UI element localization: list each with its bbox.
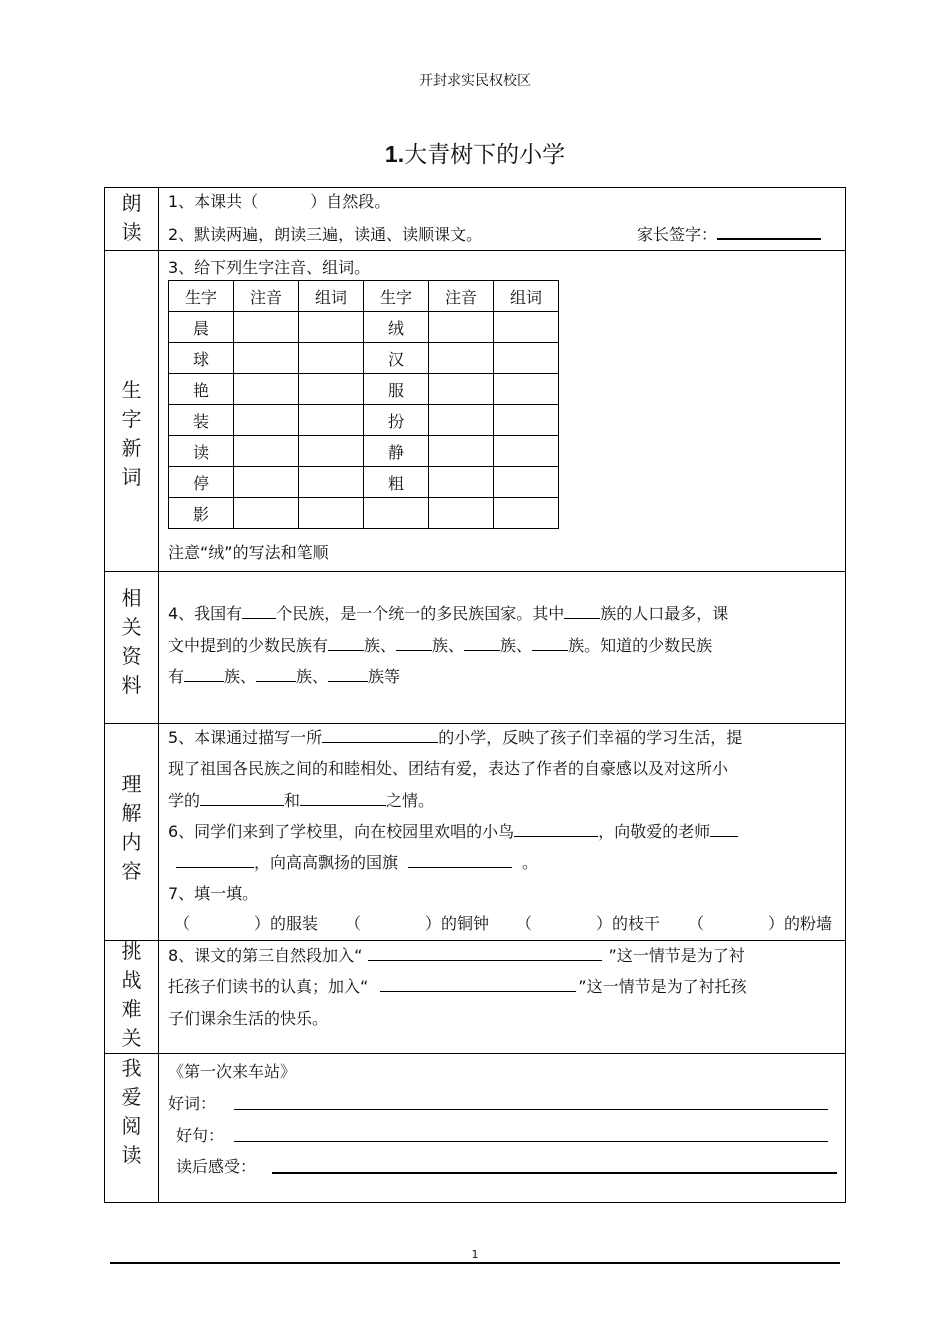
good-sentences-label: 好句：: [176, 1126, 225, 1145]
char-cell: 停: [169, 467, 234, 498]
section-label-understanding: 理 解 内 容: [121, 772, 142, 883]
table-header: 注音: [234, 281, 299, 312]
char-cell: 晨: [169, 312, 234, 343]
parent-signature[interactable]: 家长签字：: [637, 222, 821, 245]
table-row: [169, 312, 559, 343]
word-cell[interactable]: [494, 312, 559, 343]
table-row: [169, 343, 559, 374]
question-2: 2、默读两遍，朗读三遍，读通、读顺课文。: [168, 225, 483, 244]
question-4-line-2: 文中提到的少数民族有 族、 族、 族、 族。知道的少数民族: [168, 636, 713, 655]
pinyin-cell[interactable]: [429, 405, 494, 436]
section-label-materials: 相 关 资 料: [121, 586, 142, 697]
word-cell[interactable]: [299, 498, 364, 529]
word-cell[interactable]: [494, 374, 559, 405]
section-label-reading-love: 我 爱 阅 读: [121, 1056, 142, 1167]
char-cell: 装: [169, 405, 234, 436]
char-cell: 影: [169, 498, 234, 529]
question-6-line-2: ，向高高飘扬的国旗 。: [176, 850, 538, 873]
page-title: 1.大青树下的小学: [384, 141, 566, 168]
word-cell[interactable]: [299, 405, 364, 436]
section-label-challenge: 挑 战 难 关: [121, 939, 142, 1050]
question-5-line-2: 现了祖国各民族之间的和睦相处、团结有爱，表达了作者的自豪感以及对这所小: [168, 759, 729, 778]
good-words-label: 好词：: [168, 1094, 217, 1113]
good-words-line[interactable]: [234, 1109, 828, 1110]
char-cell: 粗: [364, 467, 429, 498]
pinyin-cell[interactable]: [429, 467, 494, 498]
question-4-line-3: 有 族、 族、 族等: [168, 667, 401, 686]
table-header: 注音: [429, 281, 494, 312]
pinyin-cell[interactable]: [429, 374, 494, 405]
word-cell[interactable]: [494, 467, 559, 498]
pinyin-cell[interactable]: [234, 436, 299, 467]
table-header: 组词: [494, 281, 559, 312]
pinyin-cell[interactable]: [429, 436, 494, 467]
word-cell[interactable]: [299, 374, 364, 405]
table-row: [169, 498, 559, 529]
pinyin-cell[interactable]: [429, 312, 494, 343]
word-cell[interactable]: [299, 312, 364, 343]
pinyin-cell[interactable]: [234, 312, 299, 343]
question-8-line-2: 托孩子们读书的认真；加入“ ”这一情节是为了衬托孩: [168, 977, 747, 996]
word-cell[interactable]: [299, 343, 364, 374]
word-cell[interactable]: [494, 343, 559, 374]
feelings-line[interactable]: [272, 1172, 837, 1174]
question-5-line-3: 学的 和 之情。: [168, 791, 435, 810]
page-header: 开封求实民权校区: [419, 73, 531, 89]
char-cell: 扮: [364, 405, 429, 436]
table-header: 生字: [364, 281, 429, 312]
question-1: 1、本课共（ ）自然段。: [168, 192, 391, 211]
character-table: [168, 280, 559, 529]
pinyin-cell[interactable]: [234, 467, 299, 498]
question-7-item: （ ）的服装: [174, 914, 319, 933]
pinyin-cell[interactable]: [234, 498, 299, 529]
pinyin-cell[interactable]: [429, 343, 494, 374]
question-6-line-1: 6、同学们来到了学校里，向在校园里欢唱的小鸟 ，向敬爱的老师: [168, 819, 738, 842]
word-cell[interactable]: [494, 436, 559, 467]
table-row: [169, 405, 559, 436]
reading-title: 《第一次来车站》: [168, 1062, 297, 1081]
table-header: 生字: [169, 281, 234, 312]
question-3: 3、给下列生字注音、组词。: [168, 258, 371, 277]
char-cell: 绒: [364, 312, 429, 343]
word-cell[interactable]: [299, 467, 364, 498]
char-cell: 艳: [169, 374, 234, 405]
table-header-row: [169, 281, 559, 312]
pinyin-cell[interactable]: [429, 498, 494, 529]
char-cell: [364, 498, 429, 529]
question-8-line-1: 8、课文的第三自然段加入“ ”这一情节是为了衬: [168, 946, 745, 965]
good-sentences-line[interactable]: [234, 1141, 828, 1142]
table-row: [169, 374, 559, 405]
footer-rule: [110, 1262, 840, 1264]
section-label-characters: 生 字 新 词: [121, 378, 142, 489]
question-7-item: （ ）的铜钟: [345, 914, 490, 933]
writing-note: 注意“绒”的写法和笔顺: [168, 543, 329, 562]
page-number: 1: [471, 1248, 479, 1261]
question-5-line-1: 5、本课通过描写一所 的小学，反映了孩子们幸福的学习生活，提: [168, 728, 743, 747]
char-cell: 读: [169, 436, 234, 467]
question-7: 7、填一填。: [168, 884, 259, 903]
char-cell: 服: [364, 374, 429, 405]
char-cell: 汉: [364, 343, 429, 374]
table-header: 组词: [299, 281, 364, 312]
char-cell: 静: [364, 436, 429, 467]
table-row: [169, 436, 559, 467]
section-label-reading: 朗 读: [121, 191, 142, 244]
question-7-item: （ ）的粉墙: [688, 914, 833, 933]
char-cell: 球: [169, 343, 234, 374]
question-8-line-3: 子们课余生活的快乐。: [168, 1009, 329, 1028]
word-cell[interactable]: [299, 436, 364, 467]
pinyin-cell[interactable]: [234, 343, 299, 374]
table-row: [169, 467, 559, 498]
word-cell[interactable]: [494, 498, 559, 529]
pinyin-cell[interactable]: [234, 374, 299, 405]
pinyin-cell[interactable]: [234, 405, 299, 436]
question-7-item: （ ）的枝干: [516, 914, 661, 933]
word-cell[interactable]: [494, 405, 559, 436]
feelings-label: 读后感受：: [176, 1157, 257, 1176]
question-4-line-1: 4、我国有 个民族，是一个统一的多民族国家。其中 族的人口最多，课: [168, 604, 729, 623]
